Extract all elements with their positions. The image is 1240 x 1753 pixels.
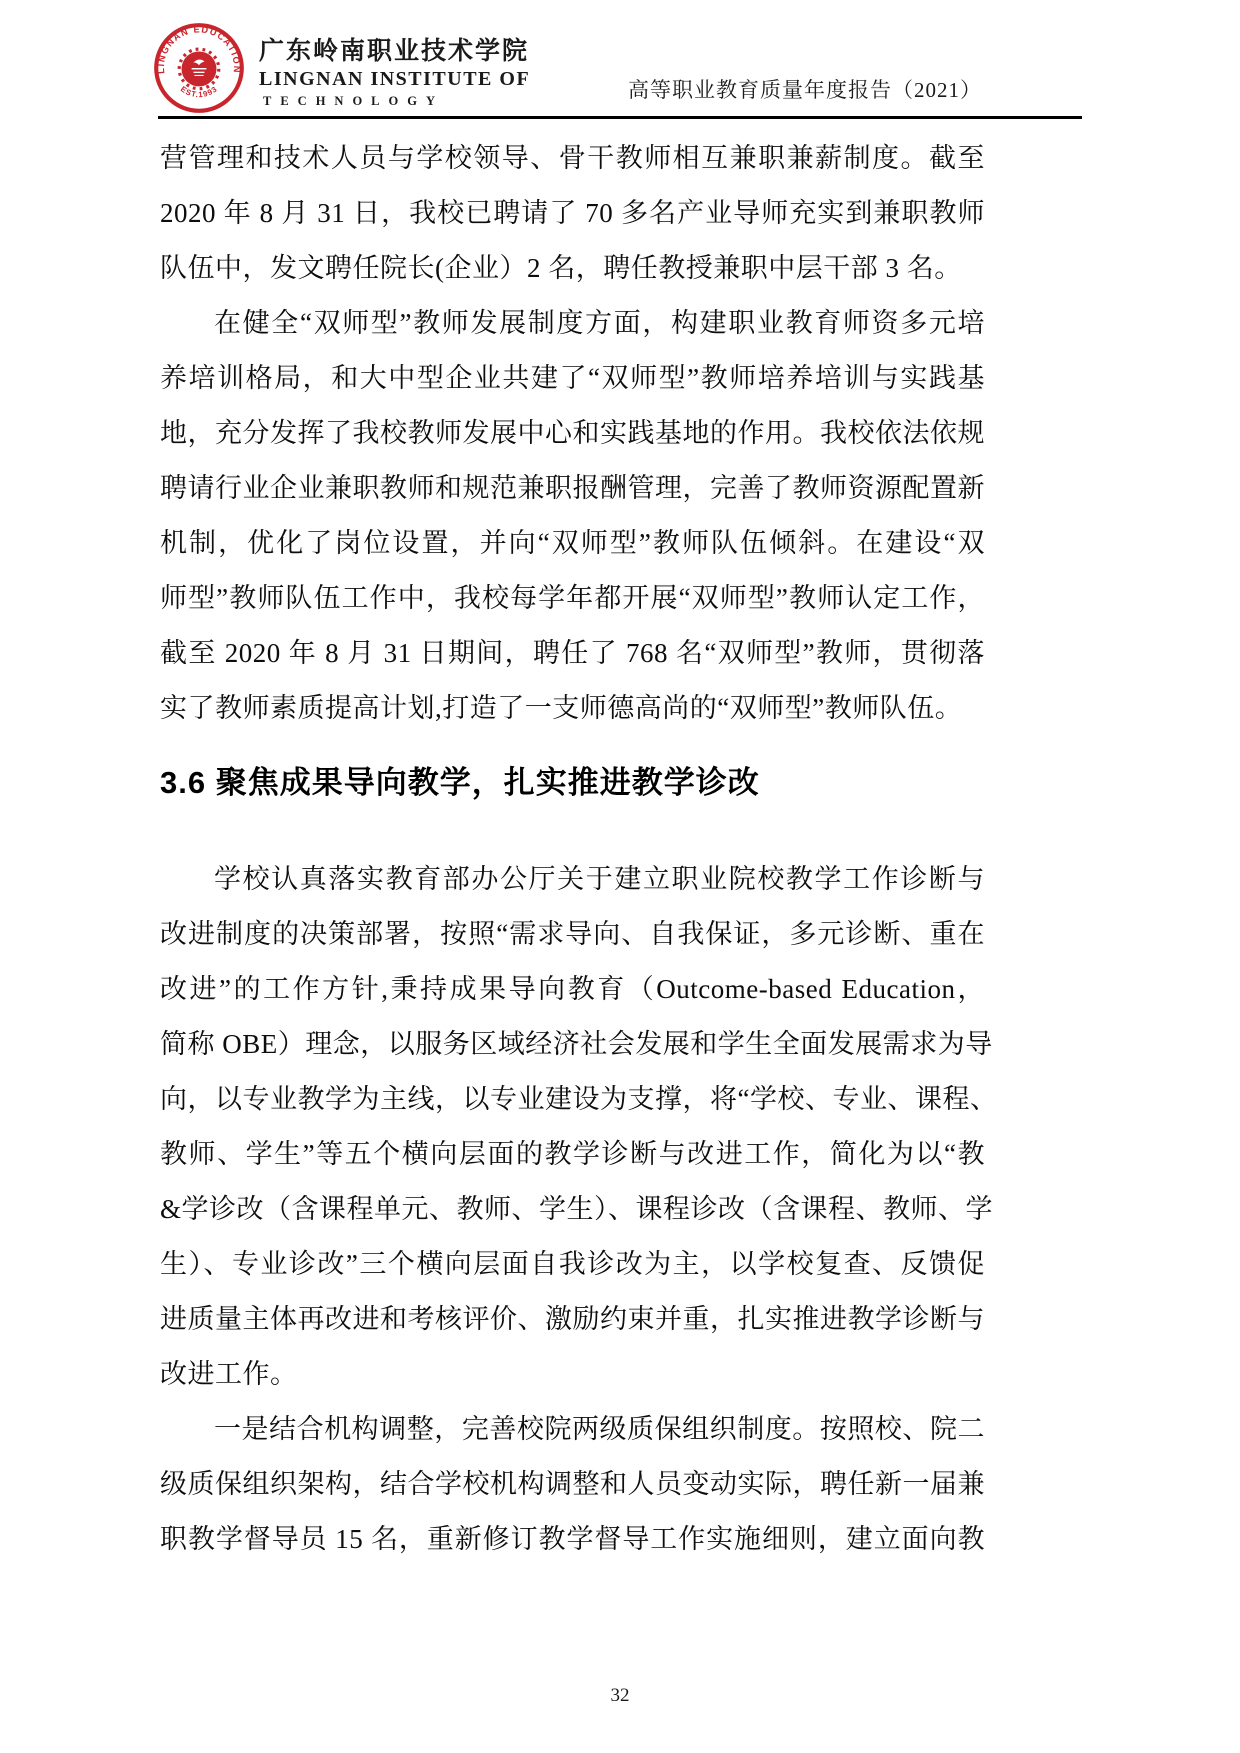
paragraph-continued — [160, 131, 985, 296]
text-line: 在健全“双师型”教师发展制度方面，构建职业教育师资多元培 — [214, 308, 985, 338]
text-line: 生）、专业诊改”三个横向层面自我诊改为主，以学校复查、反馈促 — [160, 1249, 985, 1279]
text-line: 教师、学生”等五个横向层面的教学诊断与改进工作，简化为以“教 — [160, 1139, 985, 1169]
text-line: 级质保组织架构，结合学校机构调整和人员变动实际，聘任新一届兼 — [160, 1469, 985, 1499]
text-line: 聘请行业企业兼职教师和规范兼职报酬管理，完善了教师资源配置新 — [160, 473, 985, 503]
report-title: 高等职业教育质量年度报告（2021） — [628, 78, 982, 102]
text-line: 2020 年 8 月 31 日，我校已聘请了 70 多名产业导师充实到兼职教师 — [160, 198, 985, 228]
text-line: 养培训格局，和大中型企业共建了“双师型”教师培养培训与实践基 — [160, 363, 985, 393]
page-footer — [0, 1685, 1240, 1707]
school-name-cn: 广东岭南职业技术学院 — [259, 36, 530, 65]
section-heading-3-6: 3.6 聚焦成果导向教学，扎实推进教学诊改 — [160, 765, 760, 800]
header-divider — [158, 116, 1082, 119]
text-line: 队伍中，发文聘任院长(企业）2 名，聘任教授兼职中层干部 3 名。 — [160, 253, 962, 283]
text-line: 截至 2020 年 8 月 31 日期间，聘任了 768 名“双师型”教师，贯彻落 — [160, 638, 985, 668]
school-name-en-line1: LINGNAN INSTITUTE OF — [259, 68, 531, 91]
text-line: 学校认真落实教育部办公厅关于建立职业院校教学工作诊断与 — [214, 864, 985, 894]
text-line: &学诊改（含课程单元、教师、学生）、课程诊改（含课程、教师、学 — [160, 1194, 994, 1224]
school-name-en-line2: TECHNOLOGY — [263, 94, 444, 109]
paragraph-obe-reform — [160, 852, 998, 1402]
text-line: 改进制度的决策部署，按照“需求导向、自我保证，多元诊断、重在 — [160, 919, 985, 949]
text-line: 进质量主体再改进和考核评价、激励约束并重，扎实推进教学诊断与 — [160, 1304, 985, 1334]
text-line: 机制，优化了岗位设置，并向“双师型”教师队伍倾斜。在建设“双 — [160, 528, 985, 558]
page-number: 32 — [610, 1685, 630, 1706]
text-line: 改进”的工作方针,秉持成果导向教育（Outcome-based Education， — [160, 974, 985, 1004]
text-line: 职教学督导员 15 名，重新修订教学督导工作实施细则，建立面向教 — [160, 1524, 985, 1554]
paragraph-dual-teacher — [160, 296, 985, 736]
text-line: 营管理和技术人员与学校领导、骨干教师相互兼职兼薪制度。截至 — [160, 143, 985, 173]
logo-arc-text-bottom: EST.1993 — [178, 84, 220, 100]
text-line: 简称 OBE）理念，以服务区域经济社会发展和学生全面发展需求为导 — [160, 1029, 993, 1059]
text-line: 一是结合机构调整，完善校院两级质保组织制度。按照校、院二 — [214, 1414, 985, 1444]
text-line: 师型”教师队伍工作中，我校每学年都开展“双师型”教师认定工作， — [160, 583, 985, 613]
page-header — [0, 0, 1240, 118]
text-line: 向，以专业教学为主线，以专业建设为支撑，将“学校、专业、课程、 — [160, 1084, 998, 1114]
school-logo-block — [153, 22, 530, 114]
text-line: 改进工作。 — [160, 1359, 298, 1389]
school-names — [259, 27, 530, 110]
school-seal-icon — [153, 22, 245, 114]
text-line: 实了教师素质提高计划,打造了一支师德高尚的“双师型”教师队伍。 — [160, 693, 963, 723]
document-body — [160, 131, 998, 1567]
paragraph-quality-org — [160, 1402, 985, 1567]
text-line: 地，充分发挥了我校教师发展中心和实践基地的作用。我校依法依规 — [160, 418, 985, 448]
logo-arc-text-top: LINGNAN EDUCATION — [155, 24, 243, 75]
